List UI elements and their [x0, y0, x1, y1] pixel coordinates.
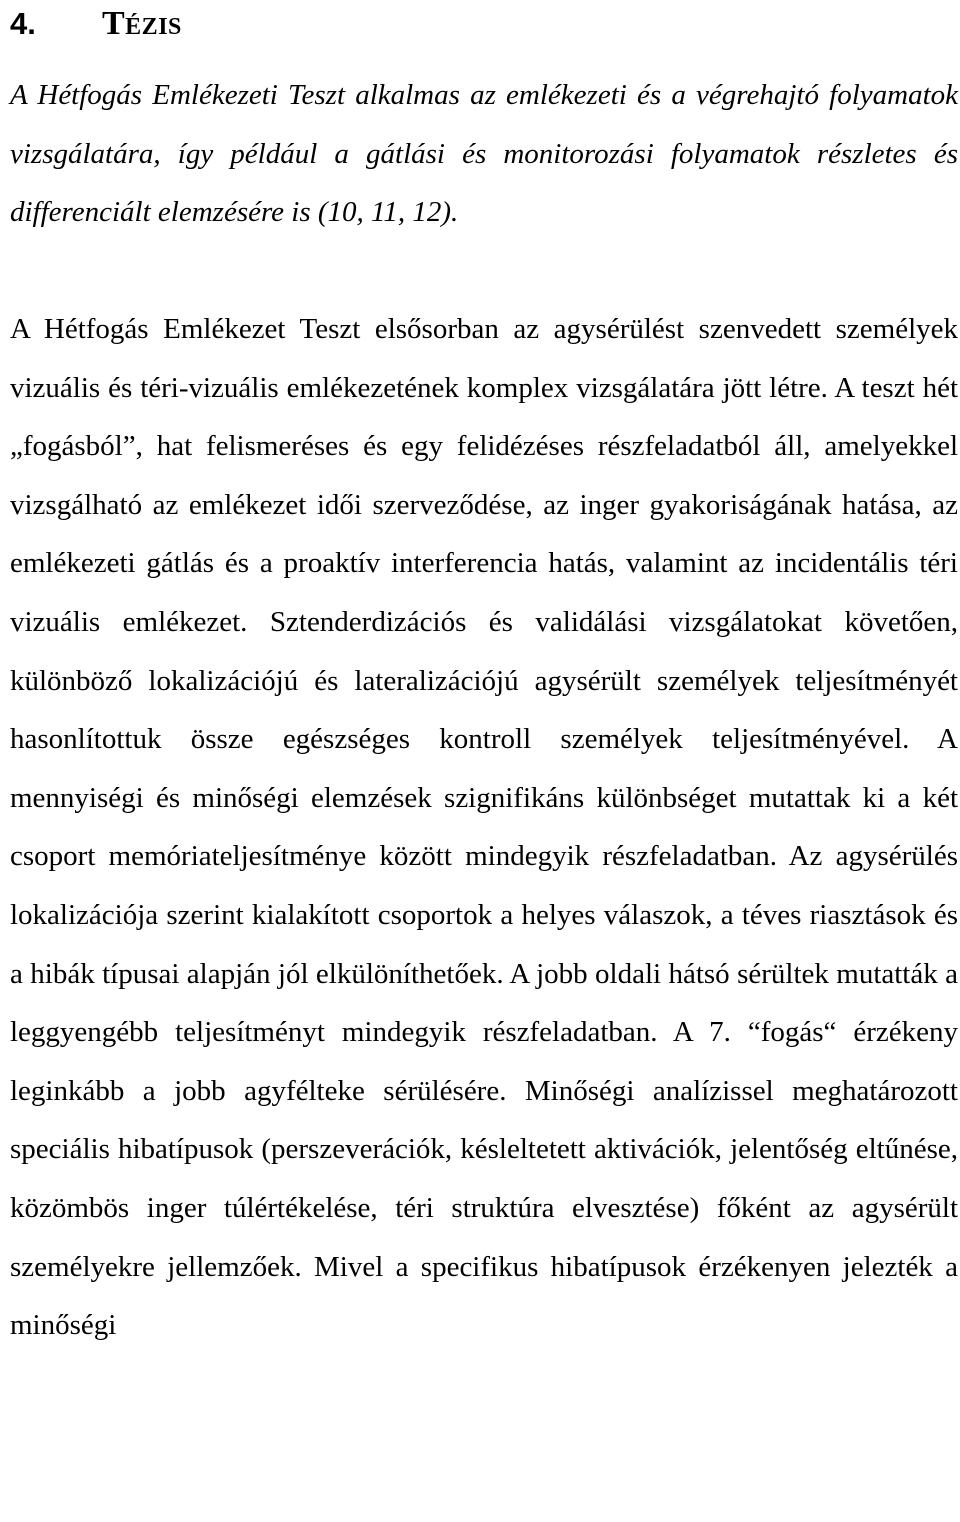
- section-number: 4.: [10, 6, 36, 41]
- section-title: Tézis: [102, 5, 182, 42]
- thesis-statement-paragraph: A Hétfogás Emlékezeti Teszt alkalmas az emlékezeti és a végrehajtó folyamatok vizsgálatára, így például a gátlási és monitorozási folyamatok részletes és differenciált elemzésére is (10, 11, 12).: [10, 79, 958, 229]
- section-heading: [10, 2, 182, 46]
- body-paragraph: A Hétfogás Emlékezet Teszt elsősorban az agysérülést szenvedett személyek vizuális és téri-vizuális emlékezetének komplex vizsgálatára jött létre. A teszt hét „fogásból”, hat felismeréses és egy felidézéses részfeladatból áll, amelyekkel vizsgálható az emlékezet idői szerveződése, az inger gyakoriságának hatása, az emlékezeti gátlás és a proaktív interferencia hatás, valamint az incidentális téri vizuális emlékezet. Sztenderdizációs és validálási vizsgálatokat követően, különböző lokalizációjú és lateralizációjú agysérült személyek teljesítményét hasonlítottuk össze egészséges kontroll személyek teljesítményével. A mennyiségi és minőségi elemzések szignifikáns különbséget mutattak ki a két csoport memóriateljesítménye között mindegyik részfeladatban. Az agysérülés lokalizációja szerint kialakított csoportok a helyes válaszok, a téves riasztások és a hibák típusai alapján jól elkülöníthetőek. A jobb oldali hátsó sérültek mutatták a leggyengébb teljesítményt mindegyik részfeladatban. A 7. “fogás“ érzékeny leginkább a jobb agyfélteke sérülésére. Minőségi analízissel meghatározott speciális hibatípusok (perszeverációk, késleltetett aktivációk, jelentőség eltűnése, közömbös inger túlértékelése, téri struktúra elvesztése) főként az agysérült személyekre jellemzőek. Mivel a specifikus hibatípusok érzékenyen jelezték a minőségi: [10, 313, 958, 1342]
